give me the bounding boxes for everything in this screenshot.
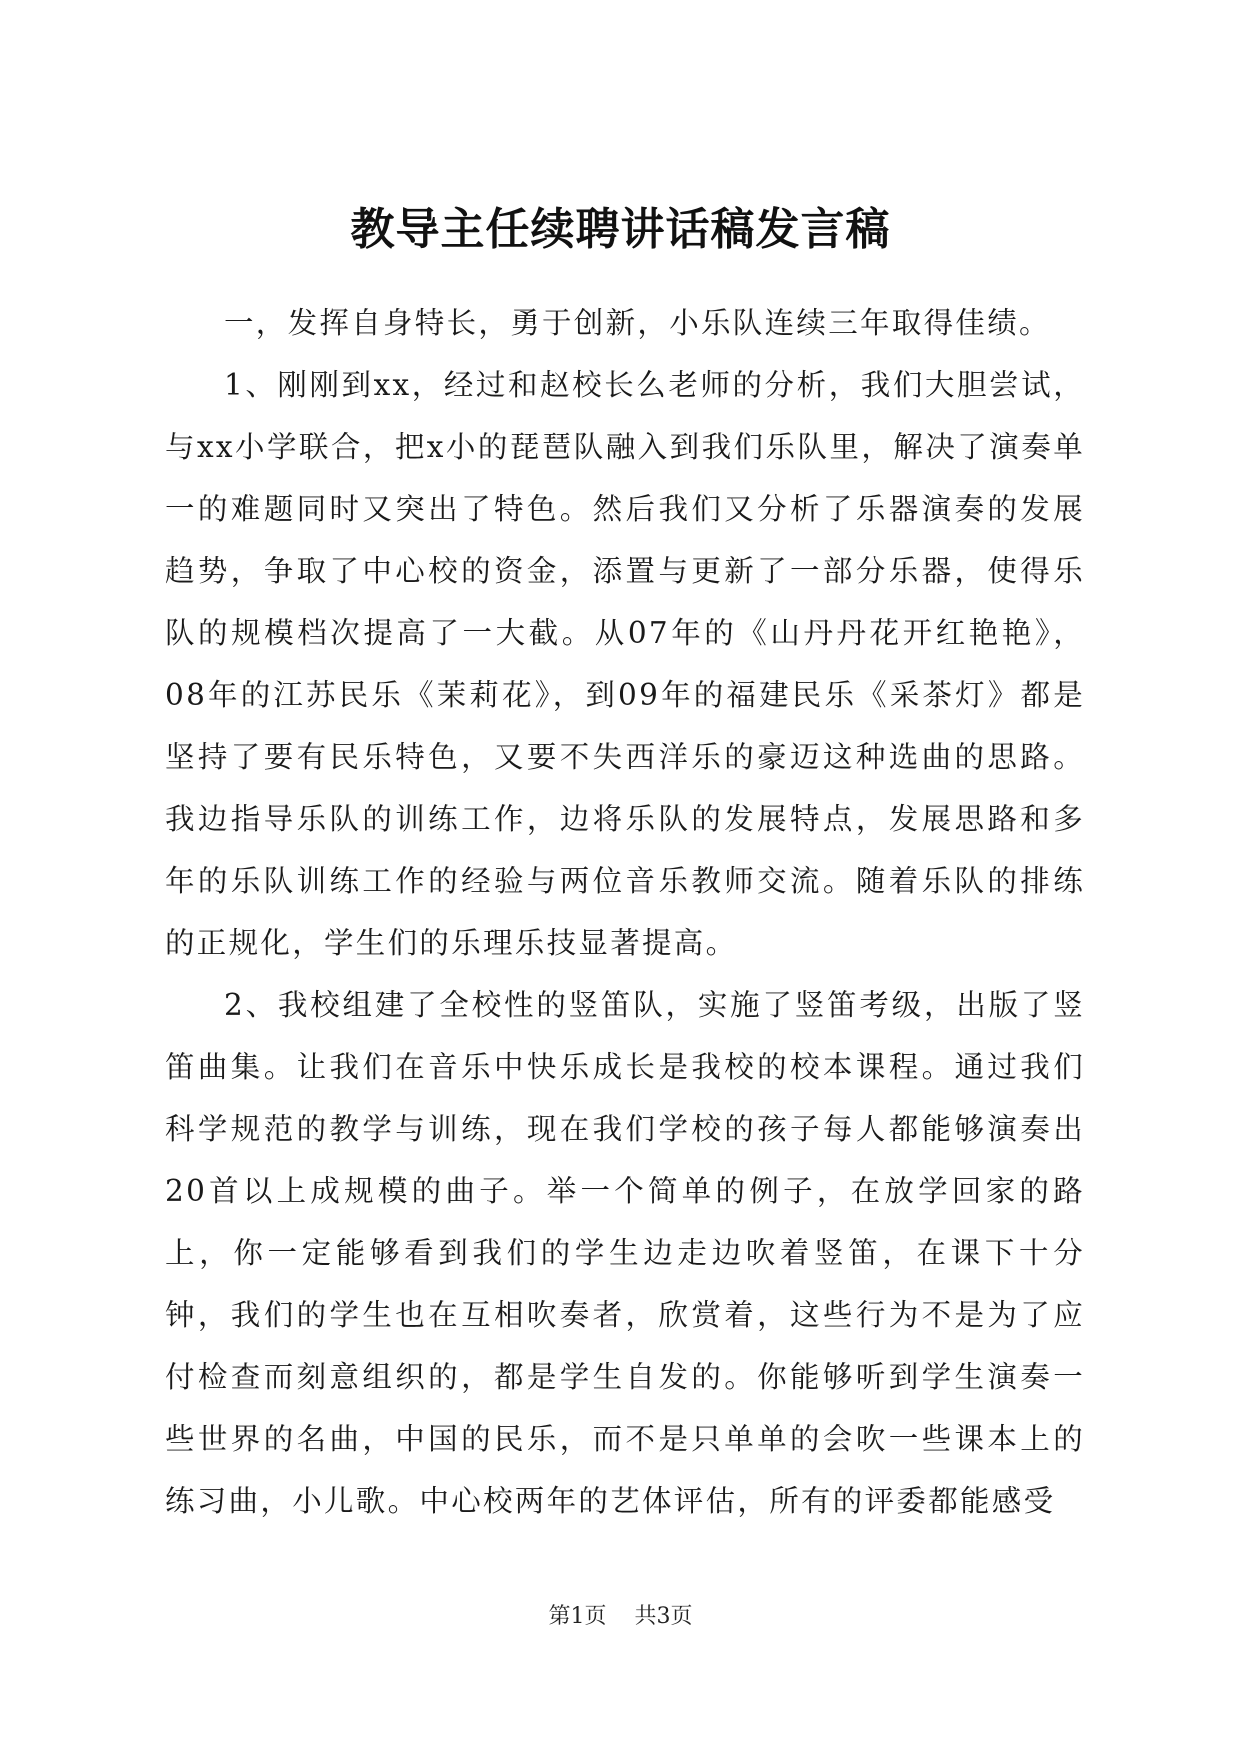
page-footer: [0, 1602, 1241, 1632]
document-body: [165, 292, 1085, 1532]
page-number: 第1页: [548, 1604, 607, 1629]
document-title: 教导主任续聘讲话稿发言稿: [350, 204, 891, 255]
section-heading-paragraph: 一，发挥自身特长，勇于创新，小乐队连续三年取得佳绩。: [224, 306, 1051, 340]
page-total: 共3页: [634, 1604, 693, 1629]
body-paragraph-1: 1、刚刚到xx，经过和赵校长么老师的分析，我们大胆尝试，与xx小学联合，把x小的琵琶队融入到我们乐队里，解决了演奏单一的难题同时又突出了特色。然后我们又分析了乐器演奏的发展趋势，争取了中心校的资金，添置与更新了一部分乐器，使得乐队的规模档次提高了一大截。从07年的《山丹丹花开红艳艳》，08年的江苏民乐《茉莉花》，到09年的福建民乐《采茶灯》都是坚持了要有民乐特色，又要不失西洋乐的豪迈这种选曲的思路。我边指导乐队的训练工作，边将乐队的发展特点，发展思路和多年的乐队训练工作的经验与两位音乐教师交流。随着乐队的排练的正规化，学生们的乐理乐技显著提高。: [165, 368, 1085, 960]
body-paragraph-2: 2、我校组建了全校性的竖笛队，实施了竖笛考级，出版了竖笛曲集。让我们在音乐中快乐成长是我校的校本课程。通过我们科学规范的教学与训练，现在我们学校的孩子每人都能够演奏出20首以上成规模的曲子。举一个简单的例子，在放学回家的路上，你一定能够看到我们的学生边走边吹着竖笛，在课下十分钟，我们的学生也在互相吹奏者，欣赏着，这些行为不是为了应付检查而刻意组织的，都是学生自发的。你能够听到学生演奏一些世界的名曲，中国的民乐，而不是只单单的会吹一些课本上的练习曲，小儿歌。中心校两年的艺体评估，所有的评委都能感受: [165, 988, 1085, 1518]
